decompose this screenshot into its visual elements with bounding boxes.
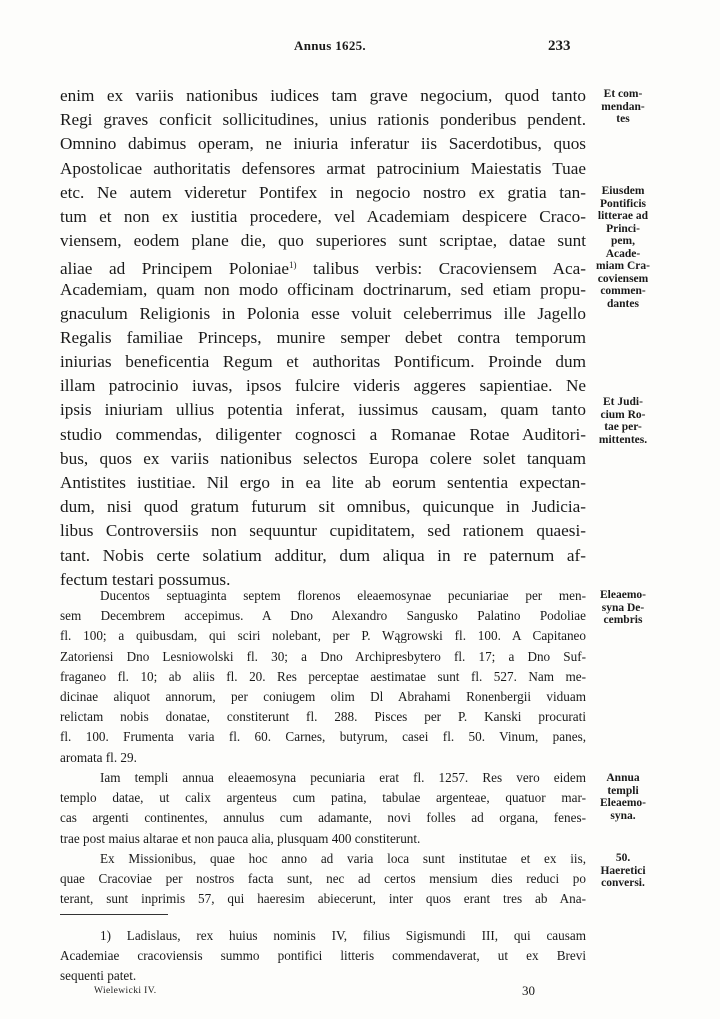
margin-note-line: coviensem [597, 272, 649, 285]
margin-note-line: Eleaemo- [600, 797, 646, 809]
main-text-block [60, 84, 586, 592]
margin-note-line: Annua [606, 772, 640, 784]
text-line: viensem, eodem plane die, quo superiores sunt scriptae, datae sunt [60, 231, 586, 251]
text-line: trae post maius altarae et non pauca alia, plusquam 400 constiterunt. [60, 830, 421, 846]
margin-note-commendantes [590, 88, 656, 126]
margin-note-line: mittentes. [598, 433, 648, 446]
margin-note-line: mendan- [601, 100, 645, 113]
running-title: Annus 1625. [294, 38, 366, 53]
text-line: Academiae cracoviensis summo pontifici litteris commendaverat, ut ex Brevi [60, 948, 586, 963]
margin-note-line: cembris [603, 614, 643, 626]
text-line: Ex Missionibus, quae hoc anno ad varia loca sunt institutae et ex iis, [100, 851, 586, 866]
footnote-reference: 1) [289, 260, 297, 271]
margin-note-line: tae per- [604, 421, 642, 433]
margin-note-pontificis-litterae [590, 185, 656, 310]
margin-note-line: commen- [600, 285, 646, 297]
page-number: 233 [548, 38, 571, 54]
margin-note-line: Pontificis [600, 197, 646, 210]
text-line: Ducentos septuaginta septem florenos eleaemosynae pecuniariae per men- [100, 588, 586, 603]
margin-note-line: Haeretici [600, 864, 646, 877]
margin-note-line: miam Cra- [596, 260, 650, 272]
margin-note-line: 50. [615, 852, 631, 864]
text-line: Iam templi annua eleaemosyna pecuniaria erat fl. 1257. Res vero eidem [100, 770, 586, 785]
footnote [60, 926, 586, 986]
text-line [60, 926, 586, 946]
margin-note-line: Princi- [606, 222, 640, 235]
margin-note-line: syna. [610, 809, 636, 822]
text-line: gnaculum Religionis in Polonia esse voluit celeberrimus ille Jagello [60, 303, 586, 323]
margin-note-judicium-rotae [590, 396, 656, 446]
text-line: libus Controversiis non sequuntur cupiditatem, sed rationem quaesi- [60, 521, 586, 541]
text-line: etc. Ne autem videretur Pontifex in negocio nostro ex gratia tan- [60, 182, 586, 202]
text-line: tum et non ex iustitia procedere, vel Academiam despicere Craco- [60, 206, 586, 226]
text-line: ipsis iniuriam ullius potentia inferat, iussimus causam, quam tanto [60, 400, 586, 420]
text-fragment: talibus verbis: Cracoviensem Aca- [296, 259, 586, 279]
text-line: dicinae aliquot annorum, per coniugem olim Dl Abrahami Ronenbergii viduam [60, 688, 586, 704]
text-line: aromata fl. 29. [60, 749, 137, 765]
text-line: Regalis familiae Princeps, munire semper debet contra temporum [60, 327, 586, 347]
text-line: fectum testari possumus. [60, 569, 231, 589]
margin-note-line: pem, [611, 235, 635, 247]
text-line: cas argenti continentes, annulus cum adamante, novi folles ad organa, fenes- [60, 810, 586, 826]
footnote-divider [60, 914, 168, 915]
margin-note-line: dantes [607, 297, 639, 310]
margin-note-haeretici-conversi [590, 852, 656, 890]
margin-note-line: Acade- [605, 247, 641, 260]
footnote-marker: 1) [100, 928, 111, 943]
margin-note-line: Eleaemo- [600, 589, 646, 601]
text-line: Academiam, quam non modo officinam doctrinarum, sed etiam propu- [60, 279, 586, 299]
sheet-number: 30 [522, 983, 535, 998]
margin-note-line: Et com- [603, 88, 643, 100]
text-line: fl. 100. Frumenta varia fl. 60. Carnes, butyrum, casei fl. 50. Vinum, panes, [60, 729, 586, 745]
text-line: quae Cracoviae per nostros facta sunt, nec ad certos mensium dies reduci po [60, 871, 586, 887]
text-line [60, 253, 586, 277]
text-line: enim ex variis nationibus iudices tam grave negocium, quod tanto [60, 86, 586, 105]
temple-paragraph [60, 768, 586, 849]
text-line: Antistites iustitiae. Nil ergo in ea lite ab eorum sententia expectan- [60, 473, 586, 492]
text-line: fl. 100; a quibusdam, qui sciri nolebant, per P. Wągrowski fl. 100. A Capitaneo [60, 628, 586, 644]
text-line: templo datae, ut calix argenteus cum patina, tabulae argenteae, quatuor mar- [60, 790, 586, 806]
text-line: Zatoriensi Dno Lesniowolski fl. 30; a Dno Archipresbytero fl. 17; a Dno Suf- [60, 648, 586, 664]
text-line: tant. Nobis certe solatium additur, dum aliqua in re paternum af- [60, 545, 586, 565]
margin-note-line: syna De- [601, 601, 645, 614]
text-line: terant, sunt inprimis 57, qui haeresim abiecerunt, inter quos erant tres ab Ana- [60, 891, 586, 907]
text-line: Regi graves conficit sollicitudines, unius rationis ponderibus pendent. [60, 110, 586, 130]
text-line: Omnino dabimus operam, ne iniuria inferatur iis Sacerdotibus, quos [60, 134, 586, 154]
text-line: sem Decembrem accepimus. A Dno Alexandro Sangusko Palatino Podoliae [60, 608, 586, 624]
alms-paragraph [60, 586, 586, 768]
margin-note-line: Eiusdem [601, 185, 645, 197]
text-line: Apostolicae authoritatis defensores armat patrocinium Maiestatis Tuae [60, 158, 586, 178]
text-fragment: aliae ad Principem Poloniae [60, 259, 290, 279]
margin-note-eleaemosyna-decembris [590, 589, 656, 627]
margin-note-line: Et Judi- [603, 396, 643, 408]
margin-note-line: templi [607, 784, 639, 797]
text-line: fraganeo fl. 10; ab aliis fl. 20. Res perceptae aestimatae sunt fl. 527. Nam me- [60, 668, 586, 684]
margin-note-line: cium Ro- [600, 408, 646, 421]
text-fragment: Ladislaus, rex huius nominis IV, filius Sigismundi III, qui causam [111, 928, 586, 943]
margin-note-line: conversi. [601, 877, 645, 889]
text-line: iniurias beneficentia Regum et authoritas Pontificum. Proinde dum [60, 352, 586, 372]
missions-paragraph [60, 849, 586, 910]
text-line: dum, nisi quod gratum futurum sit omnibus, quicunque in Judicia- [60, 497, 586, 517]
text-line: sequenti patet. [60, 968, 137, 983]
margin-note-line: tes [616, 113, 630, 125]
text-line: illam patrocinio iuvas, ipsos fulcire videris aggeres sapientiae. Ne [60, 376, 586, 396]
margin-note-annua-templi [590, 772, 656, 822]
text-line: studio commendas, diligenter cognosci a Romanae Rotae Auditori- [60, 424, 586, 444]
printer-signature: Wielewicki IV. [94, 986, 157, 996]
text-line: relictam nobis donatae, constiterunt fl. 288. Pisces per P. Kanski procurati [60, 709, 586, 725]
margin-note-line: litterae ad [597, 210, 649, 222]
text-line: bus, quos ex variis nationibus selectos Europa colere solet tanquam [60, 448, 586, 468]
